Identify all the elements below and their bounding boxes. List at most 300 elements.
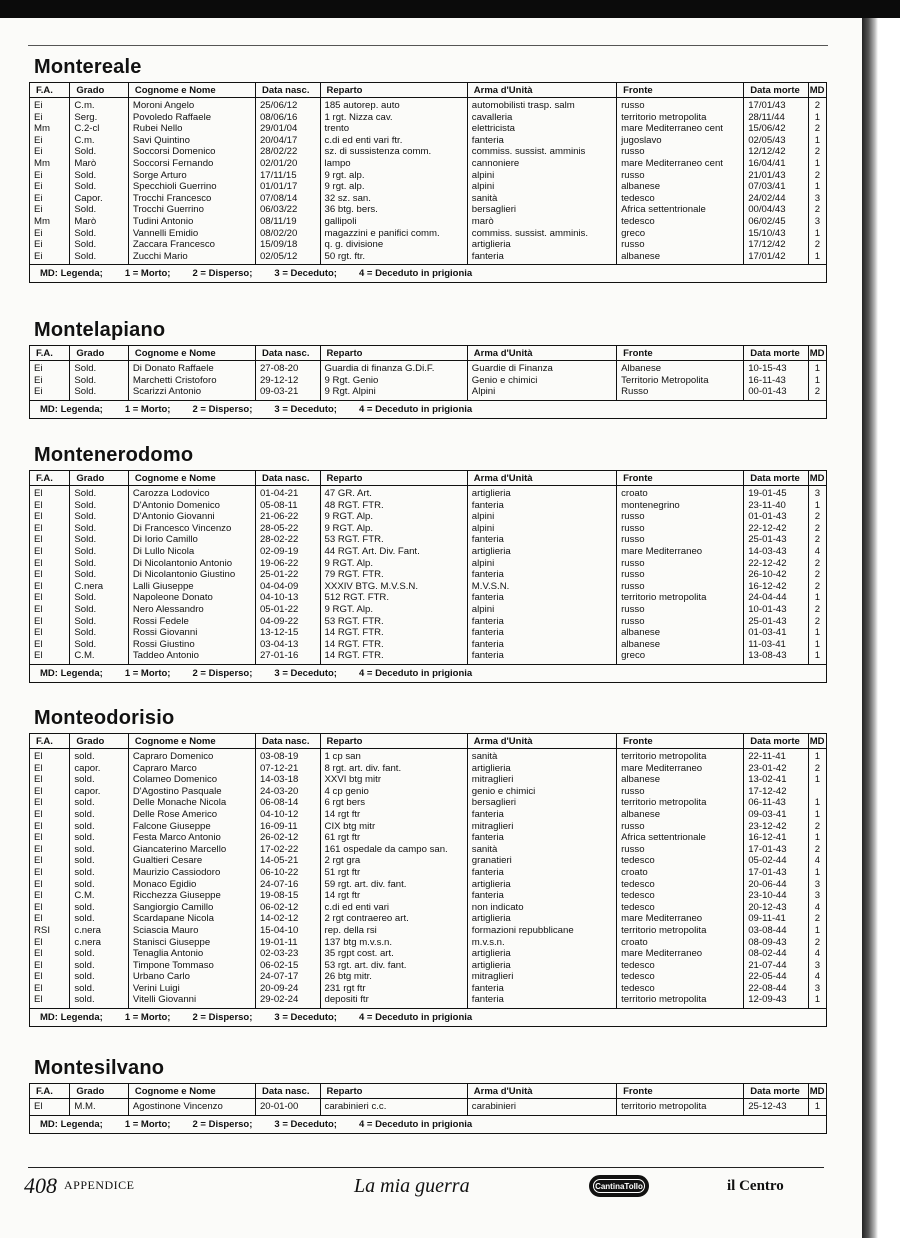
cell-fronte: croato — [617, 486, 744, 500]
cell-grado: Sold. — [70, 386, 129, 400]
cell-nome: Timpone Tommaso — [128, 960, 255, 972]
cell-grado: sold. — [70, 855, 129, 867]
cell-fa: El — [30, 890, 70, 902]
cell-grado: Sold. — [70, 486, 129, 500]
cell-morte: 17-12-42 — [744, 786, 809, 798]
legend-item: 1 = Morto; — [124, 667, 171, 679]
cell-grado: C.m. — [70, 98, 129, 112]
cell-fa: El — [30, 855, 70, 867]
cell-arma: automobilisti trasp. salm — [467, 98, 616, 112]
table-row — [30, 500, 827, 512]
md-legend — [29, 265, 827, 283]
cell-fronte: montenegrino — [617, 500, 744, 512]
column-header-nome: Cognome e Nome — [128, 346, 255, 361]
cell-morte: 20-12-43 — [744, 902, 809, 914]
cell-grado: Sold. — [70, 558, 129, 570]
top-rule — [28, 45, 828, 46]
cell-morte: 09-03-41 — [744, 809, 809, 821]
cell-grado: c.nera — [70, 937, 129, 949]
cell-fa: Mm — [30, 216, 70, 228]
cell-fronte: russo — [617, 844, 744, 856]
cell-md: 4 — [808, 546, 826, 558]
cell-grado: Sold. — [70, 181, 129, 193]
cell-nome: Capraro Marco — [128, 763, 255, 775]
cell-nasc: 05-08-11 — [255, 500, 320, 512]
cell-nome: Sorge Arturo — [128, 170, 255, 182]
cell-morte: 24-04-44 — [744, 592, 809, 604]
cell-grado: sold. — [70, 913, 129, 925]
table-row — [30, 604, 827, 616]
cell-arma: mitraglieri — [467, 971, 616, 983]
cell-nasc: 13-12-15 — [255, 627, 320, 639]
cell-fronte: Africa settentrionale — [617, 204, 744, 216]
cell-fronte: greco — [617, 228, 744, 240]
cell-nome: Verini Luigi — [128, 983, 255, 995]
cell-reparto: 2 rgt gra — [320, 855, 467, 867]
table-row — [30, 890, 827, 902]
cell-nome: Di Iorio Camillo — [128, 534, 255, 546]
column-header-nome: Cognome e Nome — [128, 471, 255, 486]
cell-grado: capor. — [70, 763, 129, 775]
scan-right-edge — [862, 18, 900, 1238]
cell-arma: fanteria — [467, 592, 616, 604]
table-row — [30, 902, 827, 914]
legend-item: 1 = Morto; — [124, 268, 171, 280]
cell-grado: capor. — [70, 786, 129, 798]
table-row — [30, 181, 827, 193]
cell-morte: 12/12/42 — [744, 146, 809, 158]
cell-morte: 17-01-43 — [744, 844, 809, 856]
column-header-morte: Data morte — [744, 471, 809, 486]
cell-fa: El — [30, 604, 70, 616]
cell-arma: artiglieria — [467, 486, 616, 500]
cell-fa: El — [30, 879, 70, 891]
cell-arma: artiglieria — [467, 763, 616, 775]
table-row — [30, 204, 827, 216]
cell-arma: granatieri — [467, 855, 616, 867]
cell-fronte: territorio metropolita — [617, 1099, 744, 1116]
table-row — [30, 146, 827, 158]
cell-fronte: croato — [617, 867, 744, 879]
cell-reparto: q. g. divisione — [320, 239, 467, 251]
table-row — [30, 650, 827, 664]
cell-md: 2 — [808, 937, 826, 949]
cell-arma: alpini — [467, 558, 616, 570]
cell-fronte: territorio metropolita — [617, 925, 744, 937]
cell-morte: 09-11-41 — [744, 913, 809, 925]
cell-morte: 00/04/43 — [744, 204, 809, 216]
cell-arma: Alpini — [467, 386, 616, 400]
cell-arma: fanteria — [467, 867, 616, 879]
cell-md: 1 — [808, 228, 826, 240]
cell-md: 2 — [808, 913, 826, 925]
cell-md: 2 — [808, 616, 826, 628]
cell-morte: 17/12/42 — [744, 239, 809, 251]
cell-fa: Ei — [30, 193, 70, 205]
cell-morte: 06-11-43 — [744, 797, 809, 809]
cell-morte: 17-01-43 — [744, 867, 809, 879]
column-header-nasc: Data nasc. — [255, 734, 320, 749]
column-header-nome: Cognome e Nome — [128, 734, 255, 749]
column-header-md: MD — [809, 735, 825, 747]
table-row — [30, 193, 827, 205]
cell-nasc: 15-04-10 — [255, 925, 320, 937]
cell-grado: Sold. — [70, 375, 129, 387]
cell-fa: El — [30, 627, 70, 639]
cell-arma: elettricista — [467, 123, 616, 135]
cell-arma: mitraglieri — [467, 774, 616, 786]
cell-morte: 16-11-43 — [744, 375, 809, 387]
cell-nasc: 24-03-20 — [255, 786, 320, 798]
cell-reparto: XXVI btg mitr — [320, 774, 467, 786]
cell-arma: fanteria — [467, 650, 616, 664]
cell-reparto: 35 rgpt cost. art. — [320, 948, 467, 960]
cell-reparto: CIX btg mitr — [320, 821, 467, 833]
cell-grado: sold. — [70, 774, 129, 786]
column-header-fronte: Fronte — [617, 734, 744, 749]
cell-arma: alpini — [467, 511, 616, 523]
cell-md: 2 — [808, 569, 826, 581]
cell-reparto: sz. di sussistenza comm. — [320, 146, 467, 158]
cell-reparto: XXXIV BTG. M.V.S.N. — [320, 581, 467, 593]
md-legend — [29, 1116, 827, 1134]
cell-nasc: 21-06-22 — [255, 511, 320, 523]
cell-fronte: jugoslavo — [617, 135, 744, 147]
cell-nome: Trocchi Guerrino — [128, 204, 255, 216]
cell-md: 4 — [808, 902, 826, 914]
cell-nome: Monaco Egidio — [128, 879, 255, 891]
table-row — [30, 592, 827, 604]
cell-nasc: 29/01/04 — [255, 123, 320, 135]
cell-md: 1 — [808, 135, 826, 147]
table-row — [30, 627, 827, 639]
cell-reparto: 9 Rgt. Alpini — [320, 386, 467, 400]
cell-md: 3 — [808, 890, 826, 902]
cell-morte: 22-05-44 — [744, 971, 809, 983]
cell-nasc: 07-12-21 — [255, 763, 320, 775]
table-row — [30, 523, 827, 535]
cell-nasc: 02-03-23 — [255, 948, 320, 960]
table-row — [30, 239, 827, 251]
cell-fa: Ei — [30, 204, 70, 216]
cell-arma: fanteria — [467, 832, 616, 844]
cell-nome: Di Donato Raffaele — [128, 361, 255, 375]
table-row — [30, 511, 827, 523]
cell-fronte: territorio metropolita — [617, 797, 744, 809]
cell-arma: cavalleria — [467, 112, 616, 124]
cell-nasc: 29-12-12 — [255, 375, 320, 387]
cell-fronte: tedesco — [617, 971, 744, 983]
cell-reparto: 44 RGT. Art. Div. Fant. — [320, 546, 467, 558]
cell-nome: Sciascia Mauro — [128, 925, 255, 937]
table-row — [30, 763, 827, 775]
cell-reparto: 9 RGT. Alp. — [320, 604, 467, 616]
cell-md: 1 — [808, 361, 826, 375]
cell-reparto: depositi ftr — [320, 994, 467, 1008]
cell-nome: D'Antonio Giovanni — [128, 511, 255, 523]
cell-nasc: 06/03/22 — [255, 204, 320, 216]
column-header-fa: F.A. — [30, 734, 70, 749]
book-title: La mia guerra — [354, 1175, 470, 1197]
section-title: Monteodorisio — [34, 707, 175, 729]
column-header-fa: F.A. — [30, 471, 70, 486]
cell-nome: Agostinone Vincenzo — [128, 1099, 255, 1116]
table-row — [30, 797, 827, 809]
legend-item: 2 = Disperso; — [192, 1118, 253, 1130]
cell-nome: Trocchi Francesco — [128, 193, 255, 205]
legend-item: 2 = Disperso; — [192, 403, 253, 415]
cell-nasc: 17/11/15 — [255, 170, 320, 182]
cell-morte: 22-08-44 — [744, 983, 809, 995]
cell-grado: sold. — [70, 879, 129, 891]
legend-item: 2 = Disperso; — [192, 268, 253, 280]
cell-nasc: 03-08-19 — [255, 749, 320, 763]
cell-nasc: 25-01-22 — [255, 569, 320, 581]
cell-md: 1 — [808, 251, 826, 265]
cell-nome: Festa Marco Antonio — [128, 832, 255, 844]
cell-nasc: 14-02-12 — [255, 913, 320, 925]
table-row — [30, 809, 827, 821]
legend-item: 3 = Deceduto; — [274, 403, 337, 415]
cell-nome: Rossi Fedele — [128, 616, 255, 628]
cell-morte: 16-12-41 — [744, 832, 809, 844]
cell-morte: 23-10-44 — [744, 890, 809, 902]
cell-fronte: russo — [617, 146, 744, 158]
cell-reparto: 14 RGT. FTR. — [320, 650, 467, 664]
cell-morte: 25-01-43 — [744, 534, 809, 546]
legend-label: MD: Legenda; — [40, 268, 103, 280]
cell-reparto: gallipoli — [320, 216, 467, 228]
section-title: Montesilvano — [34, 1057, 165, 1079]
cell-morte: 12-09-43 — [744, 994, 809, 1008]
cell-fronte: mare Mediterraneo cent — [617, 158, 744, 170]
cell-reparto: 48 RGT. FTR. — [320, 500, 467, 512]
cell-reparto: 6 rgt bers — [320, 797, 467, 809]
section-title: Montelapiano — [34, 319, 166, 341]
cell-grado: sold. — [70, 902, 129, 914]
cell-md: 1 — [808, 867, 826, 879]
cell-arma: M.V.S.N. — [467, 581, 616, 593]
cell-nome: Specchioli Guerrino — [128, 181, 255, 193]
cell-fronte: greco — [617, 650, 744, 664]
cell-grado: Sold. — [70, 228, 129, 240]
cell-md: 3 — [808, 983, 826, 995]
cell-morte: 16-12-42 — [744, 581, 809, 593]
appendix-label: APPENDICE — [64, 1178, 135, 1192]
cell-nasc: 19-06-22 — [255, 558, 320, 570]
table-row — [30, 971, 827, 983]
cell-nasc: 09-03-21 — [255, 386, 320, 400]
cell-nasc: 17-02-22 — [255, 844, 320, 856]
cell-reparto: 4 cp genio — [320, 786, 467, 798]
md-legend — [29, 401, 827, 419]
cell-nome: Scarizzi Antonio — [128, 386, 255, 400]
cell-grado: sold. — [70, 948, 129, 960]
cell-nome: Di Francesco Vincenzo — [128, 523, 255, 535]
cell-fa: Ei — [30, 375, 70, 387]
table-row — [30, 158, 827, 170]
cell-reparto: 32 sz. san. — [320, 193, 467, 205]
cell-reparto: 9 Rgt. Genio — [320, 375, 467, 387]
cell-morte: 14-03-43 — [744, 546, 809, 558]
legend-item: 4 = Deceduto in prigionia — [358, 667, 473, 679]
cell-reparto: 61 rgt ftr — [320, 832, 467, 844]
cell-reparto: 14 rgt ftr — [320, 809, 467, 821]
cell-reparto: 51 rgt ftr — [320, 867, 467, 879]
cell-fronte: russo — [617, 821, 744, 833]
column-header-nasc: Data nasc. — [255, 346, 320, 361]
cell-fa: Ei — [30, 361, 70, 375]
cell-fronte: mare Mediterraneo — [617, 913, 744, 925]
cell-nome: D'Agostino Pasquale — [128, 786, 255, 798]
cell-fronte: albanese — [617, 251, 744, 265]
legend-item: 3 = Deceduto; — [274, 1012, 337, 1024]
cell-arma: artiglieria — [467, 960, 616, 972]
cell-morte: 25-01-43 — [744, 616, 809, 628]
cell-md: 2 — [808, 123, 826, 135]
cell-reparto: 14 RGT. FTR. — [320, 627, 467, 639]
cell-reparto: Guardia di finanza G.Di.F. — [320, 361, 467, 375]
cell-nome: Maurizio Cassiodoro — [128, 867, 255, 879]
cell-nome: Rossi Giustino — [128, 639, 255, 651]
cell-nasc: 19-01-11 — [255, 937, 320, 949]
legend-item: 3 = Deceduto; — [274, 268, 337, 280]
cell-morte: 23-11-40 — [744, 500, 809, 512]
cell-md: 2 — [808, 581, 826, 593]
cell-reparto: 137 btg m.v.s.n. — [320, 937, 467, 949]
cell-nome: Povoledo Raffaele — [128, 112, 255, 124]
column-header-arma: Arma d'Unità — [467, 1084, 616, 1099]
cell-arma: commiss. sussist. amminis. — [467, 228, 616, 240]
legend-item: 4 = Deceduto in prigionia — [358, 403, 473, 415]
cell-arma: alpini — [467, 523, 616, 535]
cell-arma: fanteria — [467, 616, 616, 628]
cell-md: 2 — [808, 204, 826, 216]
cell-md: 1 — [808, 112, 826, 124]
column-header-arma: Arma d'Unità — [467, 346, 616, 361]
cell-md: 1 — [808, 832, 826, 844]
table-row — [30, 774, 827, 786]
cell-reparto: 14 rgt ftr — [320, 890, 467, 902]
cell-fa: El — [30, 523, 70, 535]
cell-md: 1 — [808, 809, 826, 821]
cell-reparto: 9 RGT. Alp. — [320, 511, 467, 523]
cell-fronte: albanese — [617, 181, 744, 193]
cell-reparto: 1 cp san — [320, 749, 467, 763]
cell-fa: El — [30, 569, 70, 581]
cell-fronte: Africa settentrionale — [617, 832, 744, 844]
cell-fa: El — [30, 971, 70, 983]
column-header-morte: Data morte — [744, 1084, 809, 1099]
section-4 — [28, 1053, 828, 1134]
cell-nasc: 28-02-22 — [255, 534, 320, 546]
cell-nasc: 06-02-15 — [255, 960, 320, 972]
cell-grado: sold. — [70, 844, 129, 856]
cell-reparto: 59 rgt. art. div. fant. — [320, 879, 467, 891]
cell-fa: Ei — [30, 170, 70, 182]
cell-arma: fanteria — [467, 627, 616, 639]
cell-md: 1 — [808, 592, 826, 604]
cell-md: 2 — [808, 821, 826, 833]
cell-md: 1 — [808, 797, 826, 809]
column-header-arma: Arma d'Unità — [467, 471, 616, 486]
cell-fronte: russo — [617, 604, 744, 616]
cell-nome: Rubei Nello — [128, 123, 255, 135]
cell-morte: 08-09-43 — [744, 937, 809, 949]
cell-fronte: Territorio Metropolita — [617, 375, 744, 387]
cell-fa: El — [30, 581, 70, 593]
casualty-table — [29, 345, 827, 401]
cell-fronte: Russo — [617, 386, 744, 400]
column-header-grado: Grado — [70, 83, 129, 98]
cell-fa: El — [30, 511, 70, 523]
cell-arma: alpini — [467, 181, 616, 193]
table-row — [30, 983, 827, 995]
cell-morte: 17/01/42 — [744, 251, 809, 265]
cell-fa: Ei — [30, 181, 70, 193]
cell-grado: C.M. — [70, 650, 129, 664]
cell-fronte: russo — [617, 569, 744, 581]
cell-arma: fanteria — [467, 251, 616, 265]
cell-nome: Stanisci Giuseppe — [128, 937, 255, 949]
table-row — [30, 546, 827, 558]
cell-nome: Soccorsi Domenico — [128, 146, 255, 158]
cell-nasc: 08/11/19 — [255, 216, 320, 228]
cell-morte: 28/11/44 — [744, 112, 809, 124]
column-header-fronte: Fronte — [617, 471, 744, 486]
cell-nasc: 08/02/20 — [255, 228, 320, 240]
cell-grado: sold. — [70, 960, 129, 972]
cell-reparto: 231 rgt ftr — [320, 983, 467, 995]
table-row — [30, 98, 827, 112]
cell-morte: 07/03/41 — [744, 181, 809, 193]
cell-nasc: 20/04/17 — [255, 135, 320, 147]
cell-arma: formazioni repubblicane — [467, 925, 616, 937]
cell-nasc: 02/01/20 — [255, 158, 320, 170]
cell-fa: El — [30, 500, 70, 512]
legend-item: 1 = Morto; — [124, 1012, 171, 1024]
cell-morte: 22-11-41 — [744, 749, 809, 763]
cell-nasc: 04-10-13 — [255, 592, 320, 604]
cell-arma: carabinieri — [467, 1099, 616, 1116]
cell-reparto: 79 RGT. FTR. — [320, 569, 467, 581]
cell-grado: sold. — [70, 821, 129, 833]
cell-reparto: 26 btg mitr. — [320, 971, 467, 983]
cell-nasc: 14-03-18 — [255, 774, 320, 786]
cell-fa: El — [30, 960, 70, 972]
cell-grado: Sold. — [70, 239, 129, 251]
column-header-fa: F.A. — [30, 83, 70, 98]
table-row — [30, 786, 827, 798]
cell-reparto: 185 autorep. auto — [320, 98, 467, 112]
cell-nasc: 24-07-17 — [255, 971, 320, 983]
cell-grado: Sold. — [70, 604, 129, 616]
cell-grado: Sold. — [70, 616, 129, 628]
cell-nome: Zucchi Mario — [128, 251, 255, 265]
cell-fronte: territorio metropolita — [617, 112, 744, 124]
cell-grado: Sold. — [70, 523, 129, 535]
cell-fa: El — [30, 867, 70, 879]
legend-item: 2 = Disperso; — [192, 1012, 253, 1024]
cell-nome: Sangiorgio Camillo — [128, 902, 255, 914]
cell-md: 2 — [808, 239, 826, 251]
cell-grado: C.m. — [70, 135, 129, 147]
table-row — [30, 960, 827, 972]
cell-fronte: mare Mediterraneo cent — [617, 123, 744, 135]
cell-fa: El — [30, 821, 70, 833]
cell-nome: Delle Rose Americo — [128, 809, 255, 821]
cell-nome: Urbano Carlo — [128, 971, 255, 983]
